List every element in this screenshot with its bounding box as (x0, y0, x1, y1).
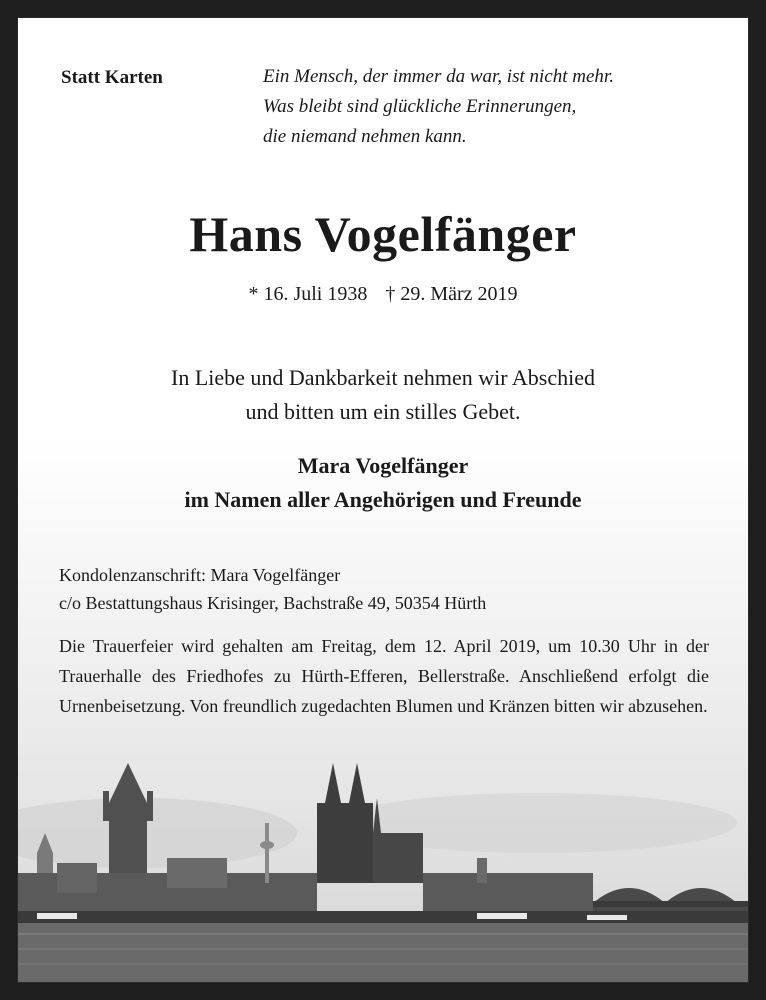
statt-karten-heading: Statt Karten (61, 67, 163, 88)
mourner-line: im Namen aller Angehörigen und Freunde (184, 487, 582, 512)
life-dates (17, 283, 749, 306)
condolence-address (59, 561, 709, 617)
mourners (17, 449, 749, 517)
memorial-quote (263, 62, 723, 152)
ceremony-details: Die Trauerfeier wird gehalten am Freitag, dem 12. April 2019, um 10.30 Uhr in der Trauerhalle des Friedhofes zu Hürth-Efferen, Bellerstraße. Anschließend erfolgt die Urnenbeisetzung. Von freundlich zugedachten Blumen und Kränzen bitten wir abzusehen. (59, 636, 709, 716)
deceased-name: Hans Vogelfänger (189, 206, 577, 262)
death-date: † 29. März 2019 (385, 283, 518, 305)
obituary-notice (17, 17, 749, 983)
condolence-line: c/o Bestattungshaus Krisinger, Bachstraße 49, 50354 Hürth (59, 593, 487, 613)
quote-line: Was bleibt sind glückliche Erinnerungen, (263, 96, 577, 117)
quote-line: die niemand nehmen kann. (263, 126, 467, 147)
birth-date: * 16. Juli 1938 (248, 283, 368, 305)
tribute-line: In Liebe und Dankbarkeit nehmen wir Abschied (171, 365, 595, 390)
tribute-text (17, 361, 749, 429)
mourner-name: Mara Vogelfänger (297, 453, 469, 478)
quote-line: Ein Mensch, der immer da war, ist nicht mehr. (263, 66, 614, 87)
condolence-line: Kondolenzanschrift: Mara Vogelfänger (59, 565, 341, 585)
tribute-line: und bitten um ein stilles Gebet. (245, 399, 521, 424)
